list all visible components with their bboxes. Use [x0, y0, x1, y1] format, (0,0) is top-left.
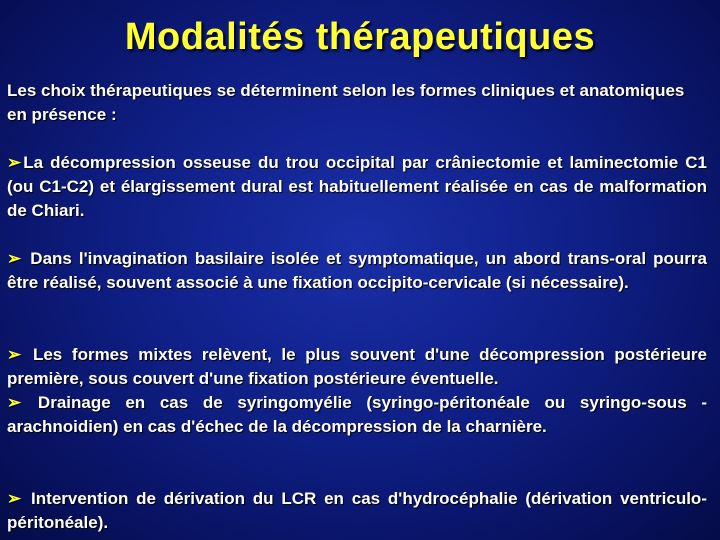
bullet-item-5	[7, 487, 707, 535]
intro-text: Les choix thérapeutiques se déterminent selon les formes cliniques et anatomiques en présence :	[7, 81, 685, 124]
bullet-text: Dans l'invagination basilaire isolée et symptomatique, un abord trans-oral pourra être réalisé, souvent associé à une fixation occipito-cervicale (si nécessaire).	[7, 249, 707, 292]
bullet-text: Intervention de dérivation du LCR en cas d'hydrocéphalie (dérivation ventriculo-péritonéale).	[7, 489, 707, 532]
bullet-item-4	[7, 391, 707, 439]
bullet-item-1	[7, 151, 707, 223]
bullet-text: Les formes mixtes relèvent, le plus souvent d'une décompression postérieure première, sous couvert d'une fixation postérieure éventuelle.	[7, 345, 707, 388]
bullet-text: Drainage en cas de syringomyélie (syringo-péritonéale ou syringo-sous -arachnoidien) en cas d'échec de la décompression de la charnière.	[7, 393, 707, 436]
arrow-bullet-icon: ➢	[7, 489, 22, 508]
arrow-bullet-icon: ➢	[7, 345, 22, 364]
arrow-bullet-icon: ➢	[7, 153, 22, 172]
arrow-bullet-icon: ➢	[7, 249, 22, 268]
bullet-item-2	[7, 247, 707, 295]
arrow-bullet-icon: ➢	[7, 393, 22, 412]
bullet-item-3	[7, 343, 707, 391]
slide-title: Modalités thérapeutiques	[124, 16, 596, 58]
bullet-text: La décompression osseuse du trou occipital par crâniectomie et laminectomie C1 (ou C1-C2) et élargissement dural est habituellement réalisée en cas de malformation de Chiari.	[7, 153, 707, 220]
